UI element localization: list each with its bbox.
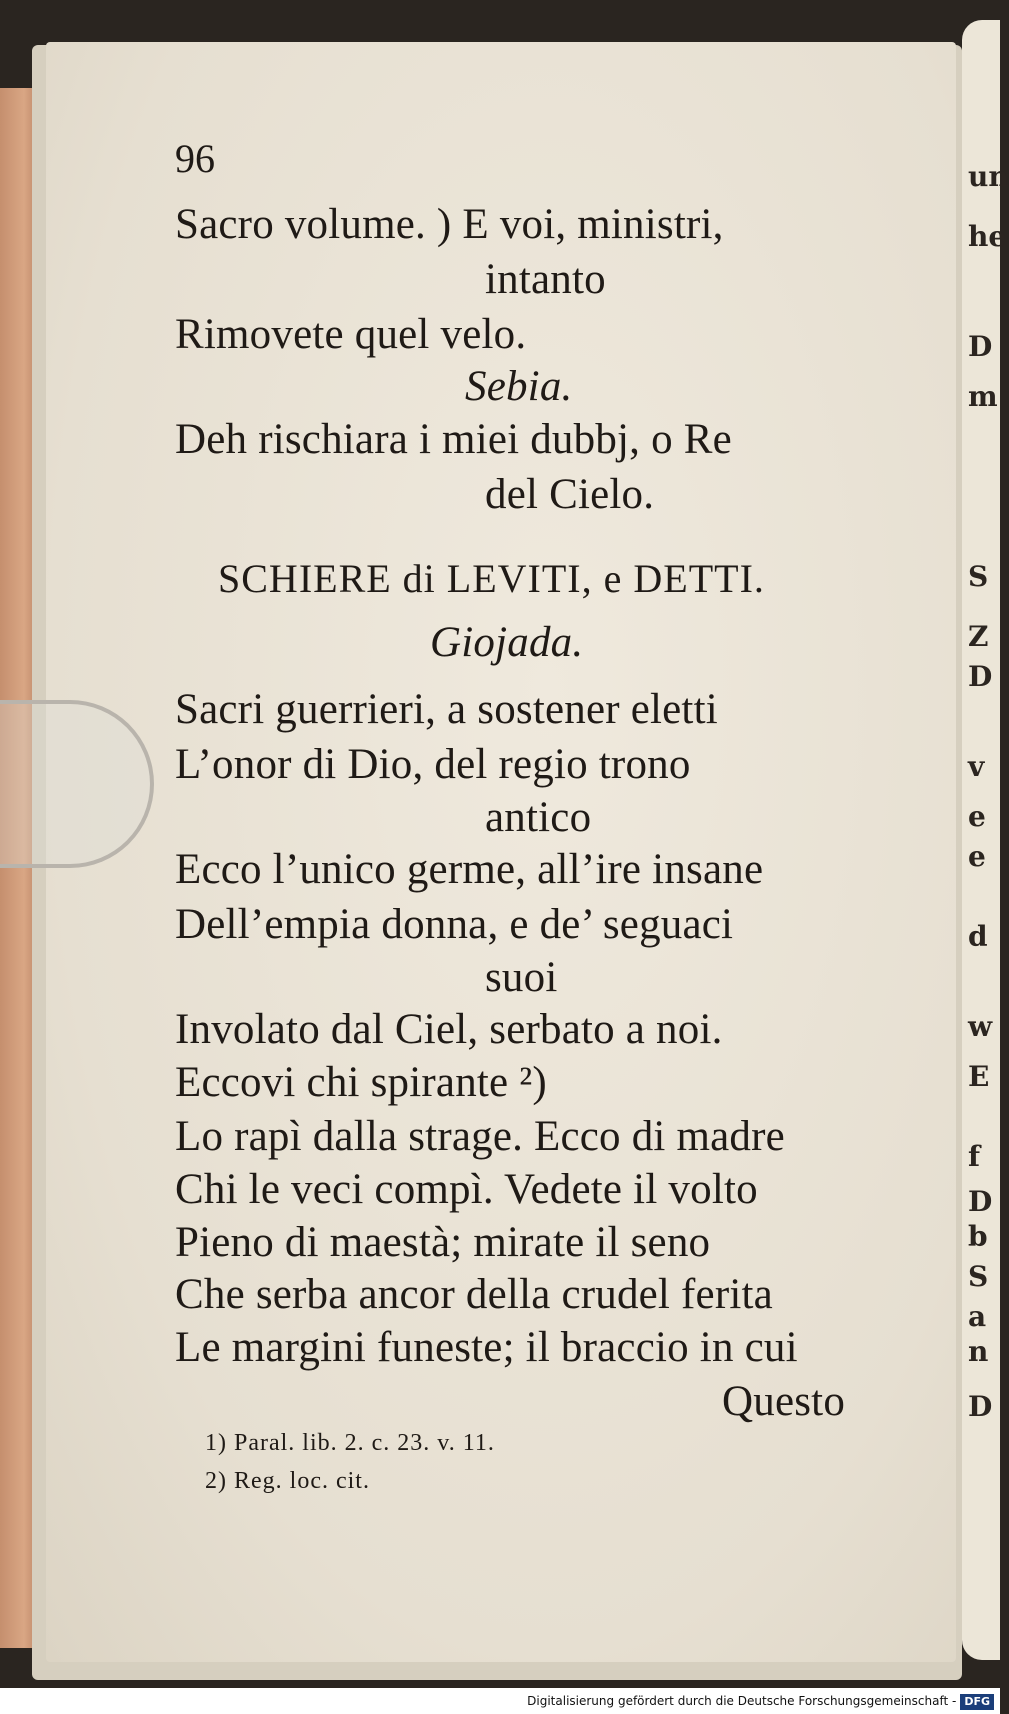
text-line: Rimovete quel velo. [175,311,527,358]
catchword: Questo [722,1378,846,1425]
page-number: 96 [175,136,215,181]
next-page-fragment: b [968,1220,988,1253]
text-line: Pieno di maestà; mirate il seno [175,1219,711,1266]
footer-text: Digitalisierung gefördert durch die Deutsche Forschungsgemeinschaft - [527,1694,957,1708]
next-page-fragment: S [968,560,989,593]
text-line: Dell’empia donna, e de’ seguaci [175,901,734,948]
text-line: Che serba ancor della crudel ferita [175,1271,773,1318]
footer-credit [0,1688,1000,1714]
text-line: Eccovi chi spirante ²) [175,1059,547,1106]
next-page-fragment: Z [968,620,989,653]
text-line: Ecco l’unico germe, all’ire insane [175,846,764,893]
dfg-logo: DFG [960,1694,994,1710]
footnote: 2) Reg. loc. cit. [205,1468,370,1494]
next-page-fragment: e [968,840,986,873]
next-page-edge [962,20,1009,1660]
next-page-fragment: E [968,1060,990,1093]
text-line: Sacro volume. ) E voi, ministri, [175,201,724,248]
text-line: antico [485,794,592,841]
next-page-fragment: f [968,1140,981,1173]
next-page-fragment: d [968,920,988,953]
next-page-fragment: D [968,1185,993,1218]
text-line: suoi [485,954,558,1001]
text-line: Sacri guerrieri, a sostener eletti [175,686,718,733]
speaker-name: Giojada. [430,619,584,666]
text-line: Involato dal Ciel, serbato a noi. [175,1006,723,1053]
next-page-fragment: n [968,1335,989,1368]
next-page-fragment: he [968,220,1007,253]
text-line: Deh rischiara i miei dubbj, o Re [175,416,732,463]
speaker-name: Sebia. [465,363,573,410]
next-page-fragment: e [968,800,986,833]
next-page-fragment: un [968,160,1009,193]
next-page-fragment: w [968,1010,993,1043]
next-page-fragment: D [968,330,993,363]
text-line: Lo rapì dalla strage. Ecco di madre [175,1113,785,1160]
text-line: del Cielo. [485,471,655,518]
next-page-fragment: a [968,1300,987,1333]
next-page-fragment: S [968,1260,989,1293]
text-line: Chi le veci compì. Vedete il volto [175,1166,758,1213]
text-line: L’onor di Dio, del regio trono [175,741,691,788]
text-line: intanto [485,256,606,303]
next-page-fragment: D [968,660,993,693]
next-page-fragment: m [968,380,998,413]
text-line: Le margini funeste; il braccio in cui [175,1324,798,1371]
next-page-fragment: v [968,750,985,783]
footnote: 1) Paral. lib. 2. c. 23. v. 11. [205,1430,495,1456]
scene-heading: SCHIERE di LEVITI, e DETTI. [218,556,765,601]
next-page-fragment: D [968,1390,993,1423]
